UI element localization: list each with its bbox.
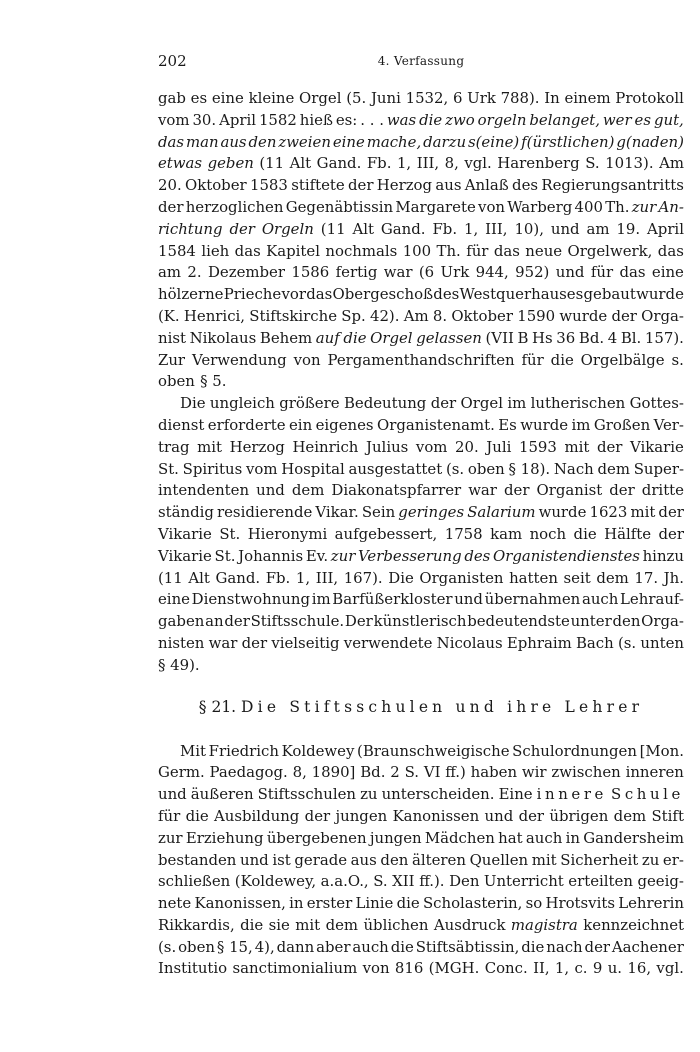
page-number: 202 bbox=[158, 52, 187, 70]
page-body bbox=[158, 88, 684, 980]
paragraph: gab es eine kleine Orgel (5. Juni 1532, 6 Urk 788). In einem Protokoll vom 30. April 1582 hieß es: . . . was die zwo orgeln belanget, wer es gut, das man aus den zweien eine mache, darzu s(eine) f(ürstlichen) g(naden) etwas geben (11 Alt Gand. Fb. 1, III, 8, vgl. Harenberg S. 1013). Am 20. Oktober 1583 stiftete der Herzog aus Anlaß des Regierungsantritts der herzoglichen Gegenäbtissin Margarete von Warberg 400 Th. zur An- richtung der Orgeln (11 Alt Gand. Fb. 1, III, 10), und am 19. April 1584 lieh das Kapitel nochmals 100 Th. für das neue Orgelwerk, das am 2. Dezember 1586 fertig war (6 Urk 944, 952) und für das eine hölzerne Prieche vor das Obergeschoß des Westquerhauses gebaut wurde (K. Henrici, Stiftskirche Sp. 42). Am 8. Oktober 1590 wurde der Orga- nist Nikolaus Behem auf die Orgel gelassen (VII B Hs 36 Bd. 4 Bl. 157). Zur Verwendung von Pergamenthandschriften für die Orgelbälge s. oben § 5. bbox=[158, 89, 684, 391]
paragraph: Die ungleich größere Bedeutung der Orgel im lutherischen Gottes- dienst erforderte ein eigenes Organistenamt. Es wurde im Großen Ver- trag mit Herzog Heinrich Julius vom 20. Juli 1593 mit der Vikarie St. Spiritus vom Hospital ausgestattet (s. oben § 18). Nach dem Super- intendenten und dem Diakonatspfarrer war der Organist der dritte ständig residierende Vikar. Sein geringes Salarium wurde 1623 mit der Vikarie St. Hieronymi aufgebessert, 1758 kam noch die Hälfte der Vikarie St. Johannis Ev. zur Verbesserung des Organistendienstes hinzu (11 Alt Gand. Fb. 1, III, 167). Die Organisten hatten seit dem 17. Jh. eine Dienstwohnung im Barfüßerkloster und übernahmen auch Lehrauf- gaben an der Stiftsschule. Der künstlerisch bedeutendste unter den Orga- nisten war der vielseitig verwendete Nicolaus Ephraim Bach (s. unten § 49). bbox=[158, 394, 684, 674]
running-title: 4. Verfassung bbox=[377, 54, 465, 68]
paragraph: Mit Friedrich Koldewey (Braunschweigische Schulordnungen [Mon. Germ. Paedagog. 8, 1890] Bd. 2 S. VI ff.) haben wir zwischen inneren und äußeren Stiftsschulen zu unterscheiden. Eine innere Schule für die Ausbildung der jungen Kanonissen und der übrigen dem Stift zur Erziehung übergebenen jungen Mädchen hat auch in Gandersheim bestanden und ist gerade aus den älteren Quellen mit Sicherheit zu er- schließen (Koldewey, a.a.O., S. XII ff.). Den Unterricht erteilten geeig- nete Kanonissen, in erster Linie die Scholasterin, so Hrotsvits Lehrerin Rikkardis, die sie mit dem üblichen Ausdruck magistra kennzeichnet (s. oben § 15, 4), dann aber auch die Stiftsäbtissin, die nach der Aachener Institutio sanctimonialium von 816 (MGH. Conc. II, 1, c. 9 u. 16, vgl. bbox=[158, 741, 684, 978]
section-title: Die Stiftsschulen und ihre Lehrer bbox=[241, 697, 644, 716]
page-header bbox=[158, 52, 684, 72]
section-heading bbox=[158, 697, 684, 719]
section-number: § 21. bbox=[198, 697, 237, 716]
